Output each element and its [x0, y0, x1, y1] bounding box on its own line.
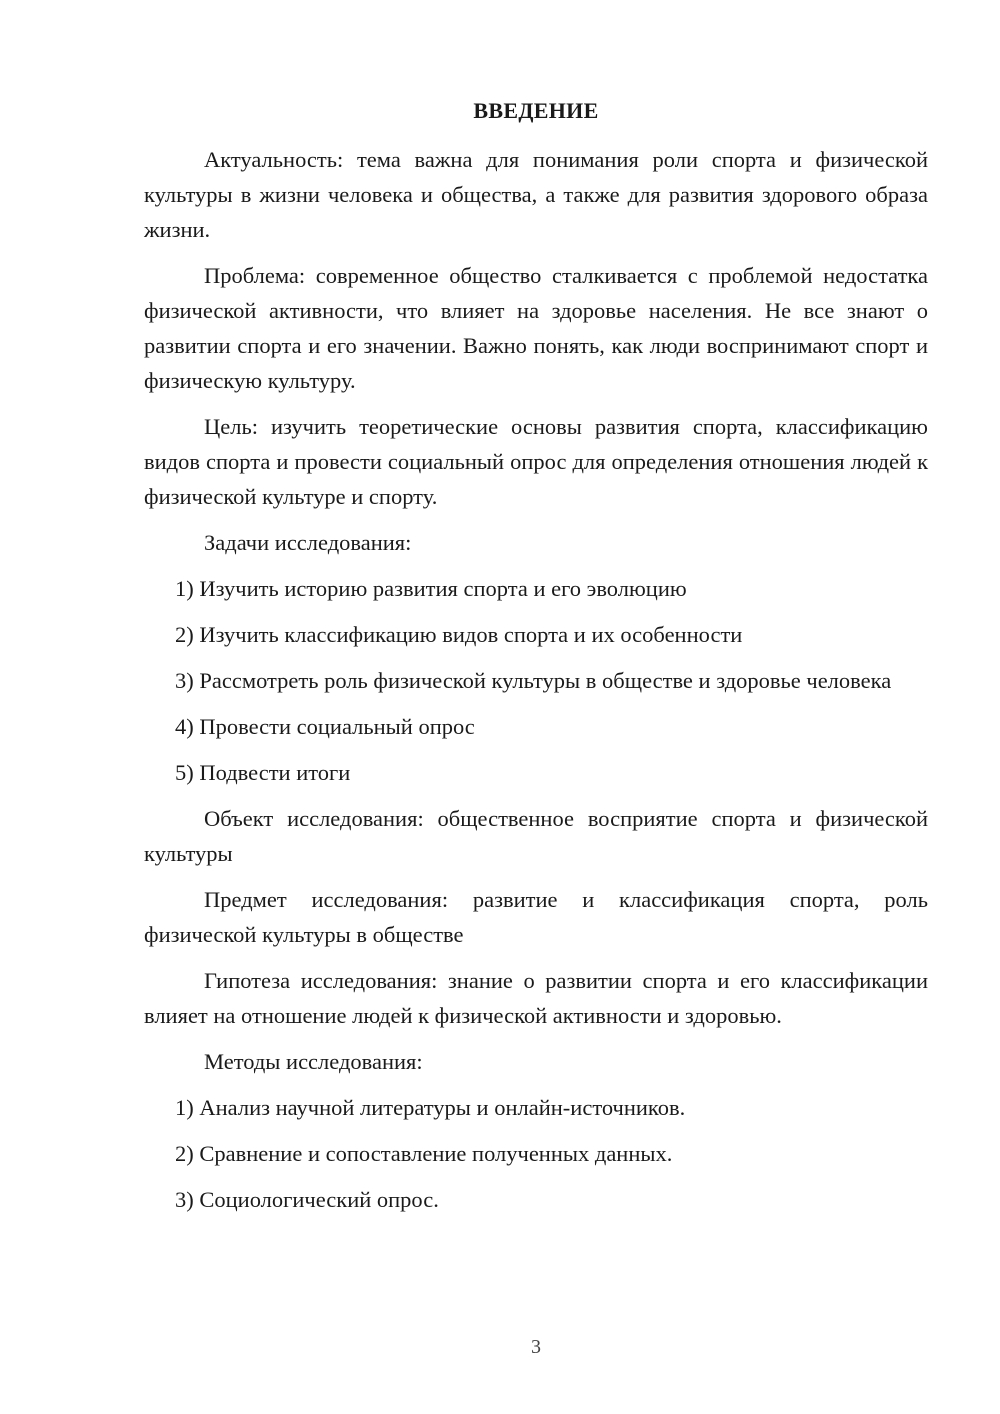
page-title: ВВЕДЕНИЕ	[473, 98, 599, 123]
relevance-paragraph: Актуальность: тема важна для понимания роли спорта и физической культуры в жизни человека и общества, а также для развития здорового образа жизни.	[144, 147, 928, 242]
subject-paragraph: Предмет исследования: развитие и классификация спорта, роль физической культуры в обществе	[144, 887, 928, 947]
object-paragraph: Объект исследования: общественное восприятие спорта и физической культуры	[144, 806, 928, 866]
tasks-heading: Задачи исследования:	[204, 530, 412, 555]
methods-heading: Методы исследования:	[204, 1049, 423, 1074]
problem-paragraph: Проблема: современное общество сталкивается с проблемой недостатка физической активности, что влияет на здоровье населения. Не все знают о развитии спорта и его значении. Важно понять, как люди воспринимают спорт и физическую культуру.	[144, 263, 928, 393]
task-item: 5) Подвести итоги	[175, 760, 351, 785]
document-body	[144, 142, 928, 1228]
task-item: 4) Провести социальный опрос	[175, 714, 475, 739]
page-number: 3	[531, 1336, 541, 1358]
task-item: 2) Изучить классификацию видов спорта и их особенности	[175, 622, 743, 647]
document-page	[144, 0, 928, 1414]
method-item: 2) Сравнение и сопоставление полученных данных.	[175, 1141, 673, 1166]
method-item: 3) Социологический опрос.	[175, 1187, 439, 1212]
task-item: 1) Изучить историю развития спорта и его эволюцию	[175, 576, 687, 601]
goal-paragraph: Цель: изучить теоретические основы развития спорта, классификацию видов спорта и провести социальный опрос для определения отношения людей к физической культуре и спорту.	[144, 414, 928, 509]
hypothesis-paragraph: Гипотеза исследования: знание о развитии спорта и его классификации влияет на отношение людей к физической активности и здоровью.	[144, 968, 928, 1028]
task-item: 3) Рассмотреть роль физической культуры в обществе и здоровье человека	[175, 668, 892, 693]
method-item: 1) Анализ научной литературы и онлайн-источников.	[175, 1095, 686, 1120]
